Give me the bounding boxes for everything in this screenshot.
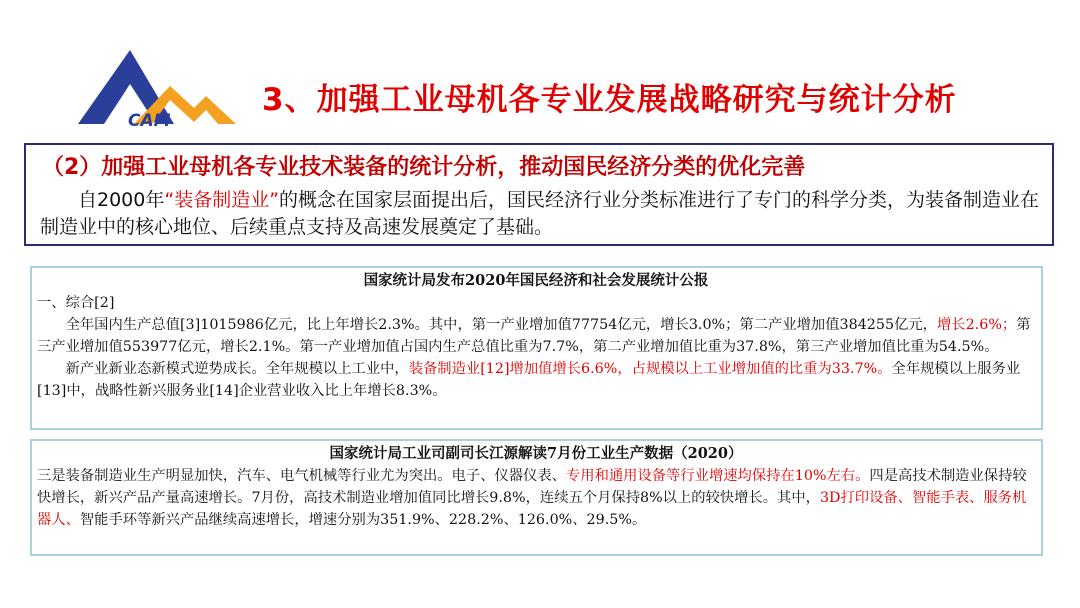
- report-highlight: 装备制造业[12]增加值增长6.6%，占规模以上工业增加值的比重为33.7%。: [408, 361, 892, 377]
- report-text: 四是高技术制造业保持较快增长，新兴产品产量高速增长。7月份，高技术制造业增加值同比增长9.8%，连续五个月保持8%以上的较快增长。其中，: [37, 468, 1027, 506]
- report-paragraph: [37, 314, 1035, 358]
- section-body-text: 自2000年: [78, 189, 165, 211]
- report-text: 全年国内生产总值[3]1015986亿元，比上年增长2.3%。其中，第一产业增加值77754亿元，增长3.0%；第二产业增加值384255亿元，: [65, 317, 937, 333]
- section-body-text-2: 的概念在国家层面提出后，国民经济行业分类标准进行了专门的科学分类，为装备制造业在制造业中的核心地位、后续重点支持及高速发展奠定了基础。: [40, 189, 1040, 238]
- section-heading: （2）加强工业母机各专业技术装备的统计分析，推动国民经济分类的优化完善: [42, 155, 806, 180]
- report-text: 智能手环等新兴产品继续高速增长，增速分别为351.9%、228.2%、126.0%、29.5%。: [79, 512, 647, 528]
- report-highlight: 增长2.6%；: [936, 317, 1017, 333]
- report-subhead: 一、综合[2]: [37, 295, 115, 311]
- section-box: [24, 143, 1054, 246]
- report-text: 第三产业增加值553977亿元，增长2.1%。第一产业增加值占国内生产总值比重为7.7%，第二产业增加值比重为37.8%，第三产业增加值比重为54.5%。: [37, 317, 1031, 355]
- page-title: 3、加强工业母机各专业发展战略研究与统计分析: [262, 82, 957, 118]
- logo-text: CAM: [128, 111, 171, 130]
- interpretation-report-box: [30, 439, 1043, 556]
- report-highlight: 3D打印设备、智能手表、服务机器人、: [37, 490, 1027, 528]
- statistics-report-box: [30, 266, 1043, 430]
- report-text: 新产业新业态新模式逆势成长。全年规模以上工业中，: [65, 361, 409, 377]
- cam-logo: [70, 46, 240, 130]
- section-body: [40, 187, 1042, 241]
- report-highlight: 专用和通用设备等行业增速均保持在10%左右。: [565, 468, 870, 484]
- report-paragraph: [37, 358, 1035, 402]
- report-title: 国家统计局工业司副司长江源解读7月份工业生产数据（2020）: [329, 445, 743, 462]
- report-paragraph: [37, 465, 1035, 531]
- report-text: 三是装备制造业生产明显加快，汽车、电气机械等行业尤为突出。电子、仪器仪表、: [37, 468, 566, 484]
- report-text: 全年规模以上服务业[13]中，战略性新兴服务业[14]企业营业收入比上年增长8.3%。: [37, 361, 1021, 399]
- section-body-highlight: “装备制造业”: [164, 189, 280, 211]
- report-title: 国家统计局发布2020年国民经济和社会发展统计公报: [363, 272, 709, 289]
